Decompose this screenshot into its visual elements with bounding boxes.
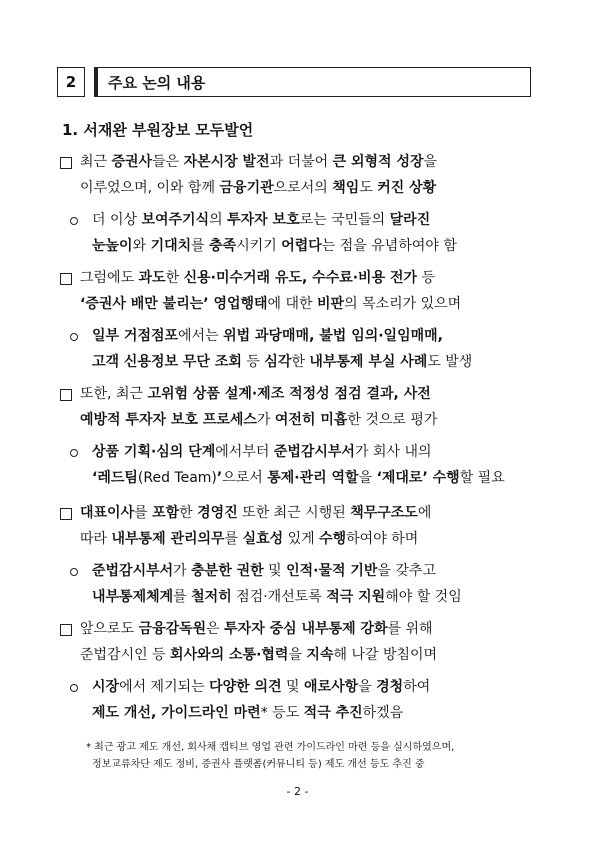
emphasis-text: 과도	[138, 270, 166, 286]
emphasis-text: 충분한 권한	[191, 563, 264, 579]
paragraph-line	[92, 558, 462, 584]
sub-bullet-paragraph	[92, 323, 472, 375]
paragraph-line	[92, 674, 430, 700]
paragraph-line	[80, 500, 431, 526]
emphasis-text: ’	[216, 470, 223, 486]
emphasis-text: 상품 기획·심의 단계	[92, 444, 216, 460]
body-text: 들은	[152, 154, 184, 170]
body-text: 으로서	[222, 470, 268, 486]
emphasis-text: 투자자 중심 내부통제 강화	[224, 621, 388, 637]
emphasis-text: 제도 개선, 가이드라인 마련	[92, 705, 261, 721]
emphasis-text: 금융기관	[219, 180, 274, 196]
body-text: 를	[134, 505, 153, 521]
emphasis-text: 고객 신용정보 무단 조회	[92, 354, 242, 370]
body-text: 을	[423, 154, 438, 170]
paragraph-line	[80, 642, 437, 668]
emphasis-text: ‘증권사 배만 불리는’ 영업행태	[80, 296, 268, 312]
body-text: 해 나갈 방침이며	[333, 647, 438, 663]
body-text: 점검·개선토록	[231, 589, 327, 605]
footnote-line-2: 정보교류차단 제도 정비, 증권사 플랫폼(커뮤니티 등) 제도 개선 등도 추진 중	[92, 759, 425, 770]
emphasis-text: 어렵다	[281, 238, 322, 254]
emphasis-text: 지속	[306, 647, 334, 663]
body-text: 로는 국민들의	[299, 212, 390, 228]
paragraph-line	[80, 526, 431, 552]
emphasis-text: 내부통제 관리의무	[111, 531, 225, 547]
body-text: (Red Team)	[137, 470, 217, 486]
emphasis-text: 책임	[332, 180, 360, 196]
emphasis-text: 책무구조도	[350, 505, 418, 521]
body-text: 그럼에도	[80, 270, 139, 286]
square-bullet-icon	[60, 157, 72, 169]
subsection-title: 1. 서재완 부원장보 모두발언	[62, 121, 254, 139]
emphasis-text: 경청	[376, 679, 404, 695]
sub-bullet-paragraph	[92, 439, 505, 491]
paragraph-line	[92, 233, 457, 259]
emphasis-text: 심각	[264, 354, 292, 370]
emphasis-text: 비판	[317, 296, 345, 312]
emphasis-text: 적극 추진	[303, 705, 363, 721]
emphasis-text: 애로사항	[304, 679, 359, 695]
body-text: 등	[241, 354, 265, 370]
paragraph-line	[80, 381, 437, 407]
emphasis-text: 내부통제 부실 사례	[309, 354, 428, 370]
paragraph-line	[92, 465, 505, 491]
emphasis-text: 회사와의 소통·협력	[170, 647, 289, 663]
emphasis-text: 큰 외형적 성장	[332, 154, 424, 170]
emphasis-text: 달라진	[389, 212, 431, 228]
paragraph-line	[92, 349, 472, 375]
paragraph-line	[80, 407, 437, 433]
body-text: 따라	[80, 531, 112, 547]
body-text: 가	[173, 563, 192, 579]
body-text: 또한, 최근	[80, 386, 148, 402]
body-text: 한	[179, 505, 198, 521]
paragraph-line	[92, 207, 457, 233]
body-text: *	[260, 705, 273, 721]
emphasis-text: 통제·관리 역할	[267, 470, 359, 486]
body-text: 과 더불어	[269, 154, 333, 170]
emphasis-text: 여전히 미흡	[274, 412, 348, 428]
emphasis-text: 증권사	[111, 154, 153, 170]
paragraph-line	[92, 700, 430, 726]
emphasis-text: 수행	[319, 531, 347, 547]
body-text: 에 대한	[267, 296, 318, 312]
section-header	[57, 67, 531, 97]
body-text: 준법감시인 등	[80, 647, 171, 663]
section-title: 주요 논의 내용	[94, 67, 531, 97]
sub-bullet-paragraph	[92, 674, 430, 726]
emphasis-text: 투자자 보호	[227, 212, 300, 228]
body-text: 은	[206, 621, 225, 637]
body-text: 의 목소리가 있으며	[344, 296, 462, 312]
body-text: 하여야 하며	[346, 531, 419, 547]
body-text: 도	[359, 180, 378, 196]
square-bullet-icon	[60, 389, 72, 401]
emphasis-text: 자본시장 발전	[183, 154, 270, 170]
page-number: - 2 -	[286, 785, 309, 798]
circle-bullet-icon	[70, 333, 78, 341]
body-text: 을 갖추고	[377, 563, 436, 579]
emphasis-text: 적극 지원	[326, 589, 386, 605]
body-text: 한	[291, 354, 310, 370]
emphasis-text: 포함	[152, 505, 180, 521]
emphasis-text: 대표이사	[80, 505, 135, 521]
body-text: 한 것으로 평가	[347, 412, 438, 428]
bullet-paragraph	[80, 616, 437, 668]
body-text: 가 회사 내의	[354, 444, 432, 460]
paragraph-line	[80, 616, 437, 642]
paragraph-line	[80, 175, 437, 201]
bullet-paragraph	[80, 265, 461, 317]
body-text: 해야 할 것임	[385, 589, 462, 605]
body-text: 를 위해	[387, 621, 433, 637]
body-text: 을	[358, 470, 377, 486]
body-text: 에	[417, 505, 432, 521]
body-text: 을	[288, 647, 307, 663]
paragraph-line	[92, 323, 472, 349]
body-text: 앞으로도	[80, 621, 139, 637]
body-text: 를	[191, 238, 210, 254]
body-text: 의	[209, 212, 228, 228]
emphasis-text: 기대치	[150, 238, 192, 254]
body-text: 도 발생	[427, 354, 473, 370]
circle-bullet-icon	[70, 568, 78, 576]
body-text: 최근	[80, 154, 112, 170]
square-bullet-icon	[60, 624, 72, 636]
emphasis-text: 보여주기식	[141, 212, 210, 228]
body-text: 에서는	[178, 328, 224, 344]
emphasis-text: 준법감시부서	[92, 563, 174, 579]
body-text: 할 필요	[459, 470, 505, 486]
body-text: 에서부터	[215, 444, 274, 460]
body-text: 는 점을 유념하여야 함	[321, 238, 457, 254]
emphasis-text: ‘제대로’ 수행	[376, 470, 460, 486]
paragraph-line	[92, 584, 462, 610]
emphasis-text: 위법 과당매매, 불법 임의·일임매매,	[223, 328, 443, 344]
emphasis-text: 커진 상황	[377, 180, 437, 196]
square-bullet-icon	[60, 273, 72, 285]
body-text: 이루었으며, 이와 함께	[80, 180, 220, 196]
footnote-line-1: * 최근 광고 제도 개선, 회사채 캡티브 영업 관련 가이드라인 마련 등을 실시하였으며,	[86, 742, 455, 753]
body-text: 으로서의	[273, 180, 333, 196]
paragraph-line	[80, 149, 437, 175]
paragraph-line	[80, 291, 461, 317]
body-text: 더 이상	[92, 212, 142, 228]
emphasis-text: 신용·미수거래 유도, 수수료·비용 전가	[183, 270, 418, 286]
bullet-paragraph	[80, 149, 437, 201]
emphasis-text: 실효성	[242, 531, 284, 547]
body-text: 을	[358, 679, 377, 695]
paragraph-line	[80, 265, 461, 291]
emphasis-text: 내부통제체계	[92, 589, 174, 605]
sub-bullet-paragraph	[92, 558, 462, 610]
body-text: 등도	[272, 705, 304, 721]
circle-bullet-icon	[70, 449, 78, 457]
emphasis-text: 경영진	[197, 505, 238, 521]
emphasis-text: 철저히	[191, 589, 232, 605]
body-text: 또한 최근 시행된	[237, 505, 351, 521]
body-text: 가	[256, 412, 275, 428]
body-text: 한	[165, 270, 184, 286]
body-text: 및	[263, 563, 287, 579]
emphasis-text: 준법감시부서	[273, 444, 355, 460]
body-text: 및	[281, 679, 305, 695]
sub-bullet-paragraph	[92, 207, 457, 259]
emphasis-text: 예방적 투자자 보호 프로세스	[80, 412, 257, 428]
body-text: 와	[132, 238, 151, 254]
body-text: 에서 제기되는	[119, 679, 210, 695]
body-text: 를	[224, 531, 243, 547]
bullet-paragraph	[80, 381, 437, 433]
circle-bullet-icon	[70, 684, 78, 692]
emphasis-text: ‘레드팀	[92, 470, 138, 486]
emphasis-text: 시장	[92, 679, 120, 695]
bullet-paragraph	[80, 500, 431, 552]
body-text: 하겠음	[362, 705, 404, 721]
body-text: 시키기	[236, 238, 282, 254]
section-number: 2	[57, 67, 85, 97]
body-text: 있게	[283, 531, 320, 547]
emphasis-text: 눈높이	[92, 238, 133, 254]
emphasis-text: 다양한 의견	[209, 679, 282, 695]
emphasis-text: 고위험 상품 설계·제조 적정성 점검 결과, 사전	[147, 386, 431, 402]
circle-bullet-icon	[70, 217, 78, 225]
emphasis-text: 인적·물적 기반	[286, 563, 378, 579]
paragraph-line	[92, 439, 505, 465]
emphasis-text: 충족	[209, 238, 237, 254]
body-text: 를	[173, 589, 192, 605]
body-text: 하여	[403, 679, 431, 695]
emphasis-text: 일부 거점점포	[92, 328, 179, 344]
emphasis-text: 금융감독원	[138, 621, 207, 637]
body-text: 등	[417, 270, 436, 286]
square-bullet-icon	[60, 508, 72, 520]
